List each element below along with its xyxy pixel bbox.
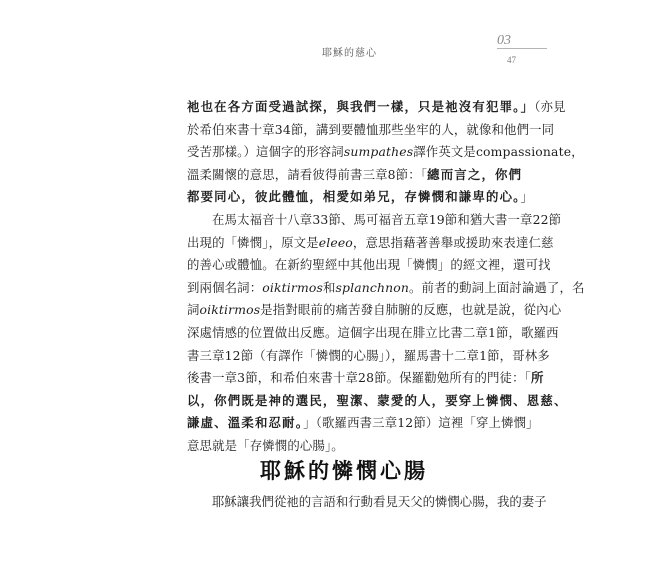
greek-term: eleeo — [318, 234, 353, 250]
greek-term: oiktirmos — [199, 302, 261, 318]
text-span: 溫柔關懷的意思，請看彼得前書三章8節：「 — [187, 166, 428, 182]
greek-term: sumpathes — [343, 144, 414, 160]
text-span: 譯作英文是compassionate， — [413, 144, 584, 160]
text-span: 」 — [520, 189, 534, 205]
running-title: 耶穌的慈心 — [322, 48, 377, 59]
text-span: 詞 — [187, 302, 200, 318]
section-heading: 耶穌的憐憫心腸 — [260, 458, 428, 483]
section-first-line: 耶穌讓我們從祂的言語和行動看見天父的憐憫心腸，我的妻子 — [212, 494, 547, 509]
paragraph2-line7: 書三章12節（有譯作「憐憫的心腸」），羅馬書十二章1節，哥林多 — [187, 347, 550, 363]
scripture-quote: 謙虛、溫柔和忍耐。 — [187, 415, 304, 431]
paragraph2-line3: 的善心或體恤。在新約聖經中其他出現「憐憫」的經文裡，還可找 — [187, 257, 551, 273]
paragraph2-line6: 深處情感的位置做出反應。這個字出現在腓立比書二章1節，歌羅西 — [187, 324, 559, 340]
text-span: ，意思指藉著善舉或援助來表達仁慈 — [352, 234, 554, 250]
paragraph1-line3 — [187, 141, 584, 164]
paragraph2-line8 — [187, 367, 545, 390]
text-span: 」（歌羅西書三章12節）這裡「穿上憐憫」 — [303, 415, 539, 431]
scripture-quote: 祂也在各方面受過試探，與我們一樣，只是祂沒有犯罪。」 — [187, 99, 535, 114]
body-text — [187, 96, 585, 458]
text-span: 後書一章3節，和希伯來書十章28節。保羅勸勉所有的門徒：「 — [187, 370, 531, 386]
text-span: 出現的「憐憫」，原文是 — [187, 234, 319, 250]
text-span: 受苦那樣。）這個字的形容詞 — [187, 144, 344, 160]
greek-term: oiktirmos — [262, 279, 323, 295]
paragraph2-line9: 以，你們既是神的選民，聖潔、蒙愛的人，要穿上憐憫、恩慈、 — [187, 392, 568, 408]
paragraph2-line11: 意思就是「存憐憫的心腸」。 — [187, 437, 344, 453]
scripture-quote: 所 — [530, 370, 545, 386]
paragraph2-line4 — [187, 277, 585, 300]
text-span: 到兩個名詞： — [187, 279, 263, 295]
text-span: 。前者的動詞上面討論過了，名 — [408, 279, 585, 295]
scripture-quote: 都要同心，彼此體恤，相愛如弟兄，存憐憫和謙卑的心。 — [187, 189, 521, 205]
paragraph1-line4 — [187, 164, 523, 187]
header-rule — [497, 48, 547, 49]
scripture-quote: 總而言之，你們 — [427, 166, 523, 182]
paragraph1-line5 — [187, 186, 534, 209]
paragraph1-line2: 於希伯來書十章34節，講到要體恤那些坐牢的人，就像和他們一同 — [187, 121, 555, 137]
chapter-number: 03 — [497, 33, 511, 48]
text-span: （亦見 — [534, 99, 566, 114]
paragraph1-line1 — [187, 96, 566, 119]
text-span: 和 — [322, 279, 336, 295]
greek-term: splanchnon — [335, 279, 409, 295]
text-span: 是指對眼前的痛苦發自肺腑的反應，也就是說，從內心 — [260, 302, 562, 318]
paragraph2-line5 — [187, 299, 562, 322]
paragraph2-line1: 在馬太福音十八章33節、馬可福音五章19節和猶大書一章22節 — [212, 211, 562, 227]
paragraph2-line2 — [187, 232, 554, 255]
page-number: 47 — [507, 55, 516, 65]
paragraph2-line10 — [187, 412, 539, 435]
